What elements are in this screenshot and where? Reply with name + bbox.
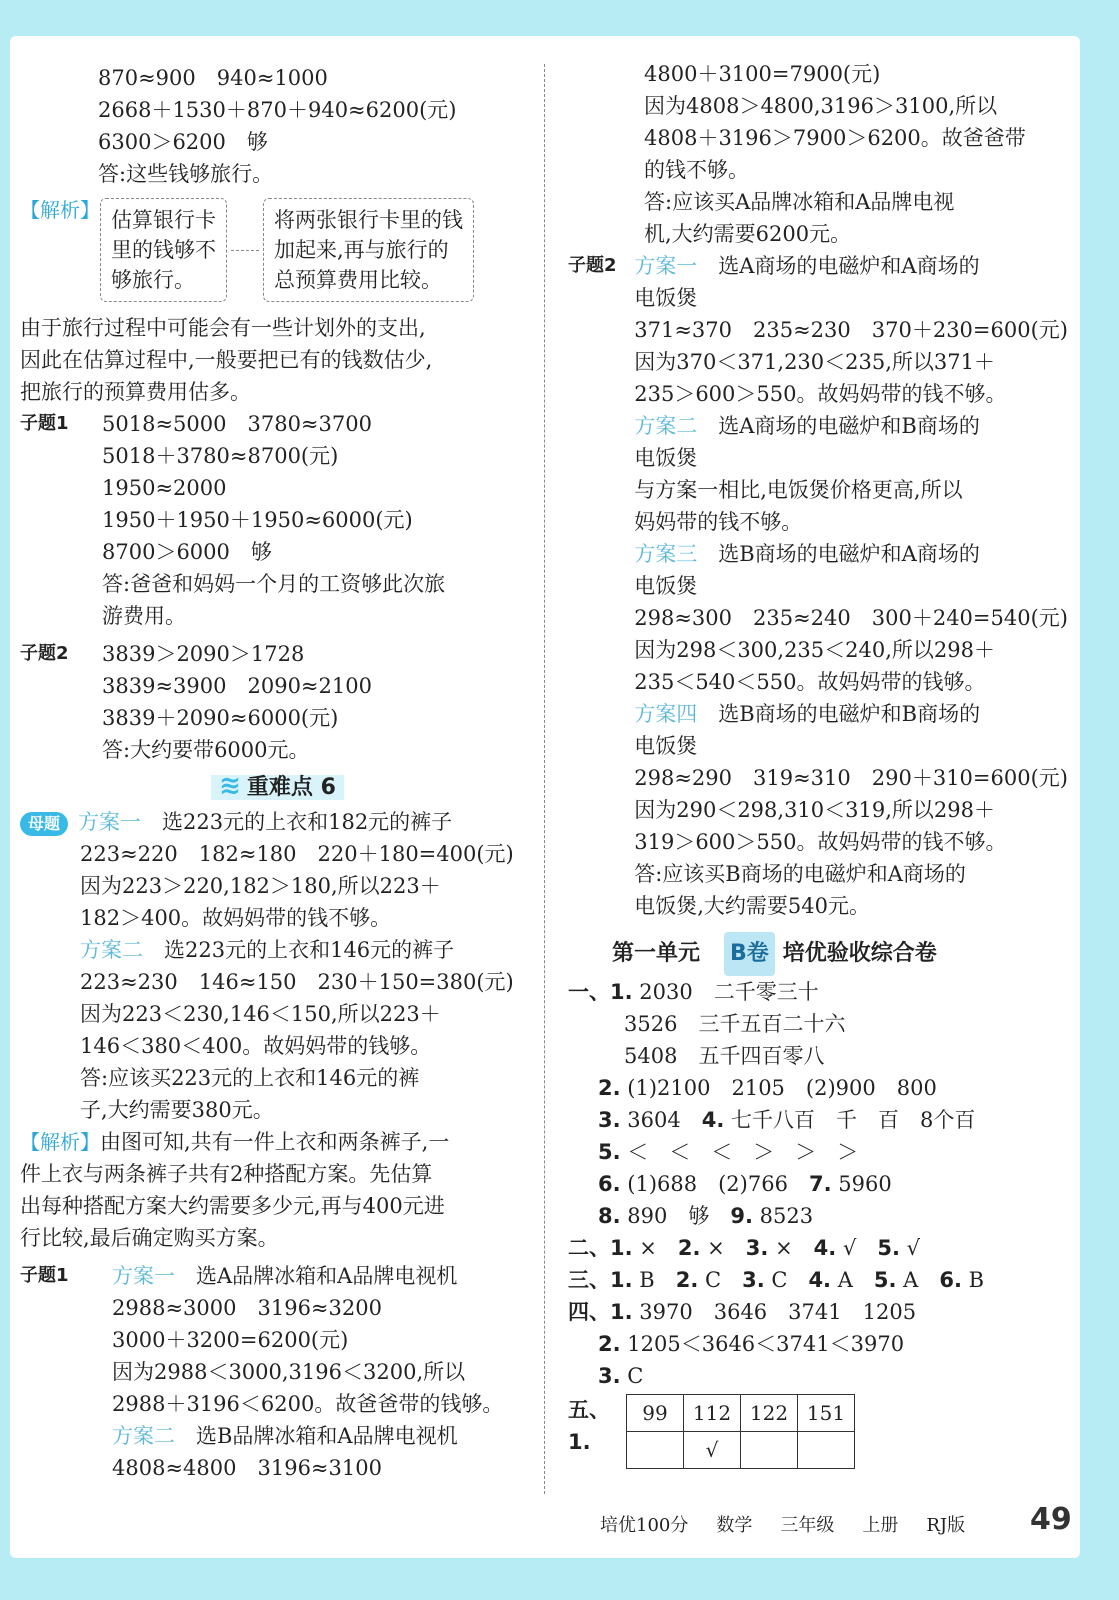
answer-text: 2030 二千零三十 <box>639 980 819 1004</box>
answer-number: 二、1. <box>568 1236 633 1260</box>
footer-book: 培优100分 <box>600 1515 689 1536</box>
text-line: 4808≈4800 3196≈3100 <box>112 1456 382 1480</box>
table-cell <box>627 1432 684 1469</box>
text-line: 答:爸爸和妈妈一个月的工资够此次旅 <box>102 572 446 596</box>
text-line: 182＞400。故妈妈带的钱不够。 <box>80 906 392 930</box>
answer-text: √ <box>842 1236 857 1260</box>
right-column <box>568 58 1068 1469</box>
text-line: 因为2988＜3000,3196＜3200,所以 <box>112 1360 466 1384</box>
plan-label: 方案四 <box>634 702 698 726</box>
text-line: 8700＞6000 够 <box>102 540 272 564</box>
answer-row <box>568 1104 1068 1136</box>
column-divider <box>544 64 545 1494</box>
answer-text: (1)688 (2)766 <box>627 1172 788 1196</box>
answer-row <box>568 1168 1068 1200</box>
unit-title-text: 第一单元 <box>612 941 701 966</box>
answer-number: 3. <box>745 1236 769 1260</box>
answer-number: 2. <box>675 1268 699 1292</box>
answer-number: 9. <box>730 1204 753 1228</box>
table-cell: 99 <box>627 1395 684 1432</box>
mother-plan-1 <box>20 806 535 838</box>
answer-row-table <box>568 1394 1068 1469</box>
text-line: 游费用。 <box>102 604 186 628</box>
text-line: 行比较,最后确定购买方案。 <box>20 1226 279 1250</box>
plan-text: 选223元的上衣和146元的裤子 <box>164 938 455 962</box>
answer-number: 4. <box>808 1268 832 1292</box>
answer-row <box>568 1296 1068 1328</box>
answer-number: 6. <box>598 1172 621 1196</box>
page-footer <box>600 1511 993 1537</box>
text-line: 因此在估算过程中,一般要把已有的钱数估少, <box>20 348 433 372</box>
text-line: 把旅行的预算费用估多。 <box>20 380 251 404</box>
text-line: 电饭煲 <box>634 286 698 310</box>
plan-text: 选B品牌冰箱和A品牌电视机 <box>196 1424 458 1448</box>
section-title <box>20 766 535 806</box>
answer-number: 5. <box>598 1140 621 1164</box>
answer-text: A <box>837 1268 853 1292</box>
mother-question-badge: 母题 <box>20 812 68 836</box>
answer-number: 三、1. <box>568 1268 633 1292</box>
answer-text: 890 够 <box>627 1204 710 1228</box>
plan-text: 选A商场的电磁炉和B商场的 <box>718 414 980 438</box>
answer-text: (1)2100 2105 (2)900 800 <box>627 1076 937 1100</box>
text-line: 2988≈3000 3196≈3200 <box>112 1296 382 1320</box>
text-line: 3839＋2090≈6000(元) <box>102 706 339 730</box>
answer-text: 3970 3646 3741 1205 <box>639 1300 917 1324</box>
text-line: 因为370＜371,230＜235,所以371＋ <box>634 350 995 374</box>
answer-row <box>568 1328 1068 1360</box>
subquestion-2 <box>20 638 535 766</box>
answer-number: 3. <box>742 1268 765 1292</box>
plan-label: 方案一 <box>112 1264 175 1288</box>
text-line: 2988＋3196＜6200。故爸爸带的钱够。 <box>112 1392 504 1416</box>
answer-number: 2. <box>598 1332 621 1356</box>
plan-label: 方案一 <box>634 254 698 278</box>
text-line: 电饭煲 <box>634 574 698 598</box>
text-line: 电饭煲 <box>634 734 698 758</box>
text-line: 因为290＜298,310＜319,所以298＋ <box>634 798 995 822</box>
text-line: 的钱不够。 <box>644 158 749 182</box>
text-line: 298≈290 319≈310 290＋310=600(元) <box>634 766 1068 790</box>
text-line: 答:应该买A品牌冰箱和A品牌电视 <box>644 190 955 214</box>
answer-row <box>568 1136 1068 1168</box>
answer-number: 7. <box>808 1172 832 1196</box>
text-line: 电饭煲,大约需要540元。 <box>634 894 870 918</box>
table-cell: 122 <box>741 1395 798 1432</box>
answer-text: 3604 <box>627 1108 681 1132</box>
answer-number: 3. <box>598 1108 621 1132</box>
plan-text: 选B商场的电磁炉和B商场的 <box>718 702 981 726</box>
answer-row <box>568 1264 1068 1296</box>
answer-number: 5. <box>877 1236 900 1260</box>
answer-row: 3526 三千五百二十六 <box>624 1012 846 1036</box>
answer-text: √ <box>906 1236 921 1260</box>
analysis-tag: 【解析】 <box>20 198 100 222</box>
mother-plan-2 <box>20 934 535 966</box>
text-line: 5018＋3780≈8700(元) <box>102 444 339 468</box>
text-line: 4800＋3100=7900(元) <box>644 62 881 86</box>
answer-row <box>568 1232 1068 1264</box>
text-line: 3000＋3200=6200(元) <box>112 1328 349 1352</box>
text-line: 223≈220 182≈180 220＋180=400(元) <box>80 842 514 866</box>
text-line: 2668＋1530＋870＋940≈6200(元) <box>98 98 457 122</box>
text-line: 3839＞2090＞1728 <box>102 642 305 666</box>
text-line: 因为223＞220,182＞180,所以223＋ <box>80 874 441 898</box>
answer-number: 五、1. <box>568 1398 610 1454</box>
answer-text: ＜ ＜ ＜ ＞ ＞ ＞ <box>627 1140 859 1164</box>
answer-text: 1205＜3646＜3741＜3970 <box>627 1332 905 1356</box>
footer-grade: 三年级 <box>780 1515 835 1536</box>
answer-row <box>568 1072 1068 1104</box>
answer-text: 5960 <box>838 1172 892 1196</box>
subquestion-2-right <box>568 250 1068 922</box>
answer-number: 2. <box>677 1236 701 1260</box>
text-line: 出每种搭配方案大约需要多少元,再与400元进 <box>20 1194 445 1218</box>
analysis-tag: 【解析】 <box>20 1130 100 1154</box>
wave-icon: ≋ <box>219 771 241 801</box>
answer-row <box>568 1200 1068 1232</box>
table-header-row <box>627 1395 855 1432</box>
text-line: 答:这些钱够旅行。 <box>98 162 274 186</box>
answer-text: × <box>707 1236 725 1260</box>
text-line: 298≈300 235≈240 300＋240=540(元) <box>634 606 1068 630</box>
text-line: 妈妈带的钱不够。 <box>634 510 803 534</box>
answer-text: C <box>705 1268 722 1292</box>
text-line: 3839≈3900 2090≈2100 <box>102 674 372 698</box>
text-line: 1950≈2000 <box>102 476 227 500</box>
answer-number: 2. <box>598 1076 621 1100</box>
unit-title-text: 培优验收综合卷 <box>782 941 937 966</box>
left-column <box>20 62 535 1484</box>
text-line: 1950＋1950＋1950≈6000(元) <box>102 508 413 532</box>
answer-table <box>626 1394 855 1469</box>
plan-text: 选223元的上衣和182元的裤子 <box>162 810 453 834</box>
plan-label: 方案一 <box>78 810 142 834</box>
box-line: 总预算费用比较。 <box>274 268 442 292</box>
footer-subject: 数学 <box>716 1515 753 1536</box>
table-cell: 112 <box>684 1395 741 1432</box>
text-line: 319＞600＞550。故妈妈带的钱不够。 <box>634 830 1007 854</box>
table-cell: √ <box>684 1432 741 1469</box>
text-line: 870≈900 940≈1000 <box>98 66 328 90</box>
answer-number: 四、1. <box>568 1300 633 1324</box>
text-line: 与方案一相比,电饭煲价格更高,所以 <box>634 478 963 502</box>
answer-text: C <box>627 1364 644 1388</box>
table-cell <box>741 1432 798 1469</box>
text-line: 235＜540＜550。故妈妈带的钱够。 <box>634 670 986 694</box>
answer-number: 6. <box>939 1268 962 1292</box>
answer-number: 一、1. <box>568 980 633 1004</box>
analysis-box-2 <box>263 198 474 302</box>
table-cell: 151 <box>798 1395 855 1432</box>
answer-text: 8523 <box>759 1204 814 1228</box>
answer-row: 5408 五千四百零八 <box>624 1044 825 1068</box>
table-cell <box>798 1432 855 1469</box>
answer-row <box>568 976 1068 1008</box>
box-line: 里的钱够不 <box>111 238 216 262</box>
answer-text: B <box>968 1268 985 1292</box>
answer-text: B <box>639 1268 655 1292</box>
plan-label: 方案三 <box>634 542 698 566</box>
table-row <box>627 1432 855 1469</box>
text-line: 件上衣与两条裤子共有2种搭配方案。先估算 <box>20 1162 433 1186</box>
section-title-text: 重难点 6 <box>246 775 336 800</box>
connector-line <box>231 250 259 251</box>
text-line: 4808＋3196＞7900＞6200。故爸爸带 <box>644 126 1026 150</box>
answer-text: × <box>639 1236 657 1260</box>
text-line: 146＜380＜400。故妈妈带的钱够。 <box>80 1034 432 1058</box>
box-line: 够旅行。 <box>111 268 195 292</box>
analysis-2 <box>20 1126 535 1158</box>
analysis-diagram <box>20 194 535 306</box>
text-line: 答:大约要带6000元。 <box>102 738 310 762</box>
text-line: 371≈370 235≈230 370＋230=600(元) <box>634 318 1068 342</box>
footer-edition: RJ版 <box>926 1515 966 1536</box>
answer-text: × <box>775 1236 793 1260</box>
plan-text: 选A商场的电磁炉和A商场的 <box>718 254 980 278</box>
answer-text: A <box>903 1268 919 1292</box>
footer-volume: 上册 <box>862 1515 899 1536</box>
answer-number: 4. <box>813 1236 837 1260</box>
text-line: 答:应该买223元的上衣和146元的裤 <box>80 1066 420 1090</box>
answer-row <box>568 1360 1068 1392</box>
unit-title <box>568 932 1068 976</box>
text-line: 由图可知,共有一件上衣和两条裤子,一 <box>100 1130 450 1154</box>
page-number: 49 <box>1030 1502 1072 1537</box>
text-line: 由于旅行过程中可能会有一些计划外的支出, <box>20 316 426 340</box>
plan-label: 方案二 <box>80 938 143 962</box>
subquestion-label: 子题1 <box>20 1265 69 1286</box>
box-line: 估算银行卡 <box>111 208 216 232</box>
text-line: 因为4808＞4800,3196＞3100,所以 <box>644 94 998 118</box>
box-line: 加起来,再与旅行的 <box>274 238 449 262</box>
text-line: 因为223＜230,146＜150,所以223＋ <box>80 1002 441 1026</box>
text-line: 6300＞6200 够 <box>98 130 268 154</box>
subquestion-label: 子题1 <box>20 413 69 434</box>
subquestion-label: 子题2 <box>20 643 69 664</box>
text-line: 因为298＜300,235＜240,所以298＋ <box>634 638 995 662</box>
plan-label: 方案二 <box>112 1424 175 1448</box>
answer-text: 七千八百 千 百 8个百 <box>731 1108 976 1132</box>
answer-number: 5. <box>873 1268 897 1292</box>
plan-text: 选A品牌冰箱和A品牌电视机 <box>196 1264 458 1288</box>
text-line: 机,大约需要6200元。 <box>644 222 852 246</box>
subquestion-1b <box>20 1260 535 1484</box>
text-line: 电饭煲 <box>634 446 698 470</box>
plan-text: 选B商场的电磁炉和A商场的 <box>718 542 980 566</box>
text-line: 223≈230 146≈150 230＋150=380(元) <box>80 970 514 994</box>
text-line: 子,大约需要380元。 <box>80 1098 274 1122</box>
subquestion-label: 子题2 <box>568 255 617 276</box>
paper-b-badge: B卷 <box>724 932 775 976</box>
answer-number: 8. <box>598 1204 621 1228</box>
answer-number: 4. <box>701 1108 725 1132</box>
box-line: 将两张银行卡里的钱 <box>274 208 463 232</box>
text-line: 235＞600＞550。故妈妈带的钱不够。 <box>634 382 1007 406</box>
subquestion-1 <box>20 408 535 632</box>
text-line: 答:应该买B商场的电磁炉和A商场的 <box>634 862 966 886</box>
answer-text: C <box>771 1268 788 1292</box>
text-line: 5018≈5000 3780≈3700 <box>102 412 372 436</box>
analysis-box-1 <box>100 198 227 302</box>
answer-number: 3. <box>598 1364 621 1388</box>
plan-label: 方案二 <box>634 414 698 438</box>
